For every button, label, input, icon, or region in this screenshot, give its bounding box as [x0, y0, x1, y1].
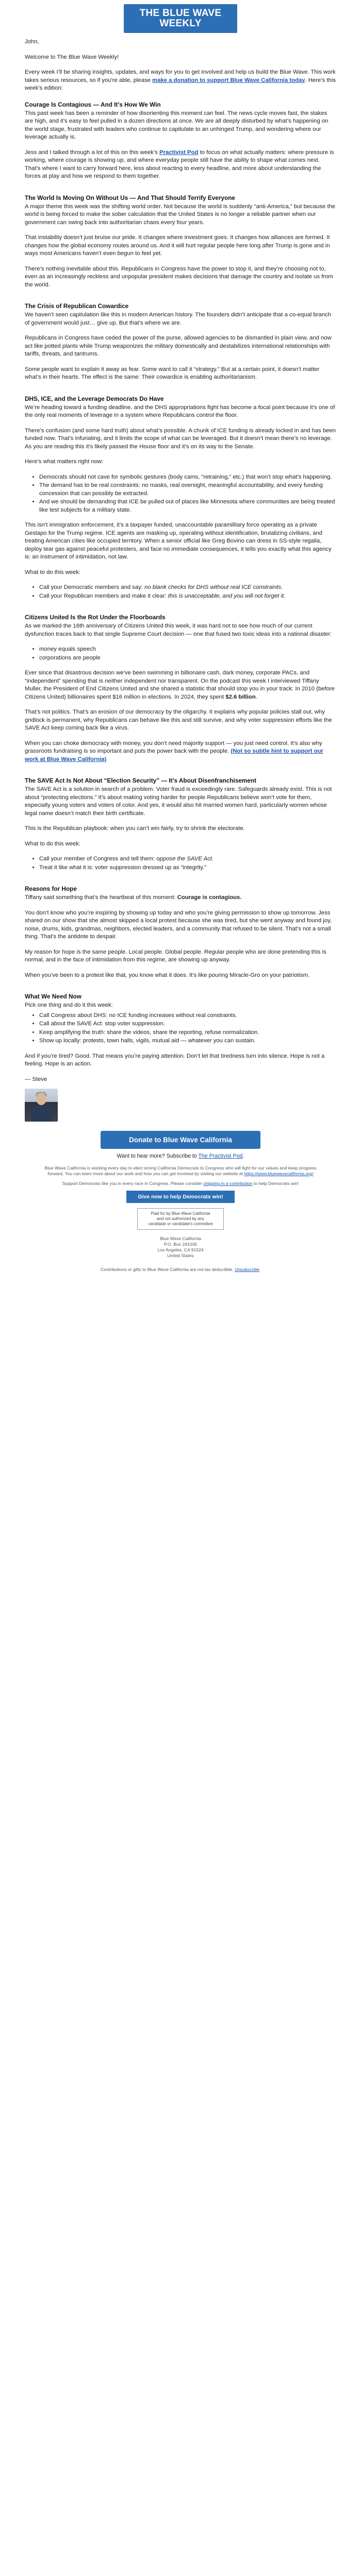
section-title-cowardice: The Crisis of Republican Cowardice — [25, 302, 129, 310]
sec4-paragraph: This isn’t immigration enforcement, it’s a taxpayer funded, unaccountable paramilitary force operating as a private Gestapo for the Trump regime. ICE agents are masking up, operating without identification, brutalizing civilians, and treating American cities like occupied territory. When a senior official like Greg Bovino can dress in SS-style regalia, deploy tear gas against peaceful protesters, and face no immediate consequences, it tells you exactly what this agency is: an instrument of intimidation, not law. — [25, 522, 332, 560]
sec3-paragraph: Some people want to explain it away as fear. Some want to call it “strategy.” But at a certain point, it doesn’t matter what’s in their hearts. The effect is the same: Their cowardice is enabling authoritarianism. — [25, 366, 320, 380]
todo-emphasis: oppose the SAVE Act. — [156, 856, 214, 862]
list-item: • Call about the SAVE Act: stop voter suppression. — [39, 1020, 336, 1028]
tax-note: Contributions or gifts to Blue Wave California are not tax deductible. — [100, 1267, 234, 1272]
masthead-line1: THE BLUE WAVE — [139, 8, 222, 19]
sec7-paragraph: When you’ve been to a protest like that, you know what it does. It’s like pouring Miracle-Gro on your patriotism. — [25, 972, 310, 978]
signoff: — Steve — [25, 1076, 47, 1082]
footer-support — [36, 1181, 325, 1187]
todo-text: Call your member of Congress and tell them: — [39, 856, 157, 862]
list-item — [39, 584, 336, 592]
sec5-text: . — [255, 693, 257, 700]
list-item: • And we should be demanding that ICE be pulled out of places like Minnesota where communities are being treated like test subjects for a military state. — [39, 498, 336, 514]
practivist-pod-link[interactable]: Practivist Pod — [159, 149, 199, 156]
masthead-logo — [124, 4, 237, 33]
welcome-line: Welcome to The Blue Wave Weekly! — [25, 54, 119, 60]
email-body — [0, 0, 361, 1278]
todo-emphasis: this is unacceptable, and you will not forget it. — [168, 592, 286, 599]
sec3-paragraph: Republicans in Congress have ceded the power of the purse, allowed agencies to be dismantled in plain view, and now act like potted plants while Trump weaponizes the military domestically and destabilizes international relationships with tariffs, threats, and tantrums. — [25, 335, 332, 357]
courage-quote: Courage is contagious. — [177, 894, 242, 901]
sec5-text: When you can choke democracy with money, you don’t need majority support — you just need control. It’s also why grassroots fundraising is so important and puts the power back with the people. — [25, 740, 322, 754]
subscribe-text: Want to hear more? Subscribe to — [117, 1153, 199, 1159]
sec1-paragraph — [25, 149, 336, 181]
tax-note: . — [259, 1267, 261, 1272]
sec7-paragraph: You don’t know who you’re inspiring by showing up today and who you’re giving permission to show up tomorrow. Jess shared on our show that she almost skipped a local protest because she was tired, but she went anyway and found joy, noise, drums, kids, grandmas, neighbors, elected leaders, and a community that refused to be silent. That’s not a small thing. That’s the antidote to despair. — [25, 909, 332, 940]
author-photo — [25, 1089, 58, 1122]
todo-emphasis: no blank checks for DHS without real ICE constraints. — [144, 584, 283, 590]
address-line: P.O. Box 241035 — [163, 1242, 198, 1247]
sec7-paragraph: My reason for hope is the same people. Local people. Global people. Regular people who are done pretending this is normal, and in the face of intimidation from this regime, are showing up anyway. — [25, 948, 326, 963]
practivist-pod-subscribe-link[interactable]: The Practivist Pod — [198, 1153, 243, 1159]
sec2-paragraph: That instability doesn’t just bruise our pride. It changes where investment goes. It changes how alliances are formed. It changes how the global economy routes around us. And it will hurt regular people here long after Trump is gone and in ways most Americans haven’t even begun to feel yet. — [25, 234, 330, 257]
newsletter-content — [0, 38, 361, 1122]
about-text: Blue Wave California is working every day to elect strong California Democrats to Congress who will fight for our values and keep progress forward. You can learn more about our work and how you can get involved by visiting our website at — [44, 1165, 317, 1176]
action-list — [25, 1012, 336, 1045]
sec7-text: Tiffany said something that’s the heartbeat of this moment: — [25, 894, 177, 901]
website-link[interactable]: https://www.bluewavecalifornia.org/ — [244, 1171, 314, 1176]
list-item — [39, 855, 336, 863]
chip-in-link[interactable]: chipping in a contribution — [203, 1181, 253, 1186]
address-line: United States — [167, 1253, 194, 1258]
sec8-paragraph: And if you’re tired? Good. That means you’re paying attention. Don’t let that tiredness turn into silence. Hope is not a feeling. Hope is an action. — [25, 1053, 325, 1067]
sec6-paragraph: This is the Republican playbook: when you can’t win fairly, try to shrink the electorate. — [25, 825, 245, 832]
list-item: • The demand has to be real constraints: no masks, real oversight, meaningful accountability, and every funding concession that can possibly be extracted. — [39, 482, 336, 498]
podcast-subscribe-note — [0, 1153, 361, 1159]
dhs-todo-list — [25, 584, 336, 600]
section-title-save-act: The SAVE Act Is Not About “Election Security” — It’s About Disenfranchisement — [25, 777, 256, 784]
disclaimer-line: and not authorized by any — [156, 1216, 205, 1221]
address-line: Blue Wave California — [160, 1236, 201, 1241]
list-item — [39, 592, 336, 601]
sec1-text: to focus on what actually matters: where pressure is working, where courage is showing up, and where everyday people still have the ability to shape what comes next. That’s where I want to carry forward here, less about reacting to every headline, and more about understanding the forces at play and how we respond to them together. — [25, 149, 334, 179]
dhs-bullet-list — [25, 473, 336, 515]
intro-paragraph — [25, 69, 336, 93]
todo-text: Call your Republican members and make it clear: — [39, 592, 168, 599]
sec3-paragraph: We haven’t seen capitulation like this in modern American history. The founders didn’t anticipate that a co-equal branch of government would just… give up. But that’s where we are. — [25, 312, 332, 326]
support-text: Support Democrats like you in every race in Congress. Please consider — [62, 1181, 204, 1186]
section-title-citizens-united: Citizens United Is the Rot Under the Floorboards — [25, 614, 166, 621]
sec2-paragraph: A major theme this week was the shifting world order. Not because the world is suddenly “anti-America,” but because the world is being forced to make the sober calculation that the United States is no longer a reliable partner when our government can swing back into authoritarian chaos every four years. — [25, 203, 336, 226]
intro-text: Every week I’ll be sharing insights, updates, and ways for you to get involved and help us build the Blue Wave. This work takes serious resources, so if you're able, please — [25, 69, 336, 83]
list-item: • money equals speech — [39, 646, 336, 654]
donate-button[interactable]: Donate to Blue Wave California — [101, 1131, 260, 1149]
sec4-paragraph: Here’s what matters right now: — [25, 459, 104, 465]
give-now-button[interactable]: Give now to help Democrats win! — [126, 1191, 235, 1203]
section-title-courage: Courage Is Contagious — And It’s How We Win — [25, 100, 161, 108]
paid-for-disclaimer — [137, 1208, 224, 1230]
list-item: • corporations are people — [39, 654, 336, 663]
section-title-world: The World Is Moving On Without Us — And That Should Terrify Everyone — [25, 194, 235, 201]
footer-fine-print — [0, 1165, 361, 1187]
section-title-dhs: DHS, ICE, and the Leverage Democrats Do Have — [25, 395, 164, 402]
sec6-paragraph: What to do this week: — [25, 840, 80, 847]
spending-figure: $2.6 billion — [225, 693, 256, 700]
footer-about — [36, 1165, 325, 1177]
list-item: • Show up locally: protests, town halls, vigils, mutual aid — whatever you can sustain. — [39, 1037, 336, 1045]
mailing-address — [0, 1236, 361, 1259]
unsubscribe-note — [0, 1267, 361, 1278]
section-title-hope: Reasons for Hope — [25, 885, 77, 892]
list-item: • Call Congress about DHS: no ICE funding increases without real constraints. — [39, 1012, 336, 1020]
support-link[interactable]: (Not so subtle hint to support our work at Blue Wave California) — [25, 748, 323, 762]
sec8-paragraph: Pick one thing and do it this week: — [25, 1002, 113, 1008]
masthead-line2: WEEKLY — [159, 18, 202, 29]
sec5-paragraph: That’s not politics. That’s an erosion of our democracy by the oligarchy. It explains why popular policies stall out, why gridlock is permanent, why Republicans can behave like this and still survive, and why voter suppression efforts like the SAVE Act keep coming back like a virus. — [25, 709, 332, 731]
disclaimer-line: candidate or candidate's committee — [148, 1222, 213, 1226]
author-photo-body — [31, 1106, 52, 1122]
sec5-paragraph: As we marked the 16th anniversary of Citizens United this week, it was hard not to see how much of our current dysfunction traces back to that single Supreme Court decision — one that fused two toxic ideas into a national disaster: — [25, 623, 332, 637]
sec7-paragraph — [25, 894, 336, 902]
save-act-todo-list — [25, 855, 336, 872]
subscribe-text: . — [242, 1153, 244, 1159]
list-item: • Treat it like what it is: voter suppression dressed up as “integrity.” — [39, 864, 336, 872]
sec4-paragraph: There’s confusion (and some hard truth) about what’s possible. A chunk of ICE funding is already locked in and has been funded now. That’s infuriating, and it limits the scope of what can be leveraged. But it doesn’t mean there’s no leverage. As you are reading this it’s likely passed the House floor and it’s on its way to the Senate. — [25, 427, 336, 450]
greeting: John, — [25, 39, 39, 45]
sec6-paragraph: The SAVE Act is a solution in search of a problem. Voter fraud is exceedingly rare. Safeguards already exist. This is not about “protecting elections.” It’s about making voting harder for people Republicans believe won’t vote for them, especially young voters and voters of color. And yes, it would also hit married women hard, particularly women whose legal name doesn’t match their birth certificate. — [25, 786, 332, 817]
sec5-text: Ever since that disastrous decision we’ve been swimming in billionaire cash, dark money, corporate PACs, and “independent” spending that is neither independent nor transparent. On the podcast this week I interviewed Tiffany Muller, the President of End Citizens United and she shared a statistic that should stop you in your track: In 2010 (before Citizens United) billionaires spent $16 million in elections. In 2024, they spent — [25, 670, 335, 700]
section-title-what-we-need: What We Need Now — [25, 993, 81, 1000]
sec4-paragraph: We’re heading toward a funding deadline, and the DHS appropriations fight has become a focal point because it’s one of the only real moments of leverage in a system where Republicans control the floor. — [25, 404, 335, 418]
support-text: to help Democrats win! — [252, 1181, 299, 1186]
sec5-paragraph — [25, 669, 336, 701]
address-line: Los Angeles, CA 91524 — [157, 1247, 204, 1252]
list-item: • Democrats should not cave for symbolic gestures (body cams, “retraining,” etc.) that won’t stop what’s happening. — [39, 473, 336, 482]
sec4-paragraph: What to do this week: — [25, 569, 80, 575]
sec5-paragraph — [25, 740, 336, 764]
sec1-paragraph: This past week has been a reminder of how disorienting this moment can feel. The news cycle moves fast, the stakes are high, and it’s easy to feel pulled in a dozen directions at once. We are all deeply disturbed by what’s happening on the world stage, frustrated with leaders who continue to capitulate to an unhinged Trump, and wondering where our leverage actually is. — [25, 110, 329, 140]
citizens-united-list — [25, 646, 336, 662]
disclaimer-line: Paid for by Blue Wave California — [151, 1211, 210, 1216]
list-item: • Keep amplifying the truth: share the videos, share the reporting, refuse normalization. — [39, 1029, 336, 1037]
donate-link[interactable]: make a donation to support Blue Wave California today — [152, 77, 305, 83]
sec1-text: Jess and I talked through a lot of this on this week’s — [25, 149, 158, 156]
intro-after: . Here’s this week’s edition: — [25, 77, 336, 91]
author-photo-head — [36, 1093, 46, 1105]
sec2-paragraph: There’s nothing inevitable about this. Republicans in Congress have the power to stop it, and they’re choosing not to, even as an increasingly reckless and unpopular president makes decisions that damage the country and isolate us from the world. — [25, 265, 333, 288]
unsubscribe-link[interactable]: Unsubscribe — [234, 1267, 259, 1272]
todo-text: Call your Democratic members and say: — [39, 584, 145, 590]
